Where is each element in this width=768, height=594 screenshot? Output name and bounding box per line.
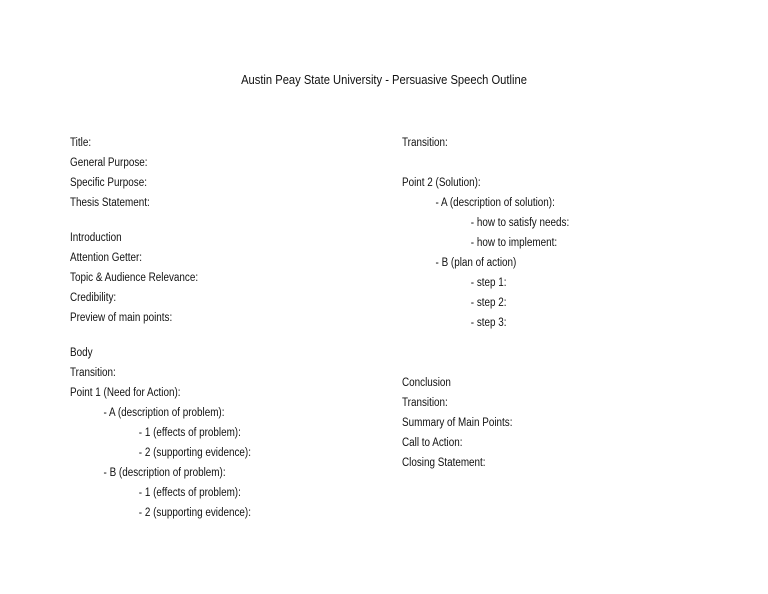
conclusion-heading: Conclusion — [402, 377, 451, 389]
point2-sub-b3: - step 3: — [470, 317, 507, 329]
left-column — [70, 133, 370, 523]
body-heading: Body — [70, 347, 93, 359]
attention-getter-label: Attention Getter: — [70, 252, 143, 264]
right-transition-label: Transition: — [402, 137, 448, 149]
point2-sub-b2: - step 2: — [470, 297, 507, 309]
title-label: Title: — [70, 137, 92, 149]
point1-sub-a2: - 2 (supporting evidence): — [138, 447, 251, 459]
conclusion-transition-label: Transition: — [402, 397, 448, 409]
specific-purpose-label: Specific Purpose: — [70, 177, 147, 189]
point2-sub-a: - A (description of solution): — [435, 197, 555, 209]
introduction-heading: Introduction — [70, 232, 122, 244]
point2-sub-a2: - how to implement: — [470, 237, 558, 249]
point1-sub-a: - A (description of problem): — [103, 407, 225, 419]
point1-sub-a1: - 1 (effects of problem): — [138, 427, 241, 439]
credibility-label: Credibility: — [70, 292, 117, 304]
point1-label: Point 1 (Need for Action): — [70, 387, 181, 399]
page-title: Austin Peay State University - Persuasive Speech Outline — [241, 72, 527, 87]
point1-sub-b1: - 1 (effects of problem): — [138, 487, 241, 499]
point2-sub-b1: - step 1: — [470, 277, 507, 289]
body-transition-label: Transition: — [70, 367, 116, 379]
preview-label: Preview of main points: — [70, 312, 173, 324]
right-column — [402, 133, 732, 473]
general-purpose-label: General Purpose: — [70, 157, 148, 169]
point1-sub-b: - B (description of problem): — [103, 467, 226, 479]
point2-sub-b: - B (plan of action) — [435, 257, 517, 269]
point2-sub-a1: - how to satisfy needs: — [470, 217, 570, 229]
summary-label: Summary of Main Points: — [402, 417, 513, 429]
point1-sub-b2: - 2 (supporting evidence): — [138, 507, 251, 519]
point2-label: Point 2 (Solution): — [402, 177, 481, 189]
call-to-action-label: Call to Action: — [402, 437, 463, 449]
relevance-label: Topic & Audience Relevance: — [70, 272, 199, 284]
thesis-statement-label: Thesis Statement: — [70, 197, 150, 209]
closing-statement-label: Closing Statement: — [402, 457, 486, 469]
